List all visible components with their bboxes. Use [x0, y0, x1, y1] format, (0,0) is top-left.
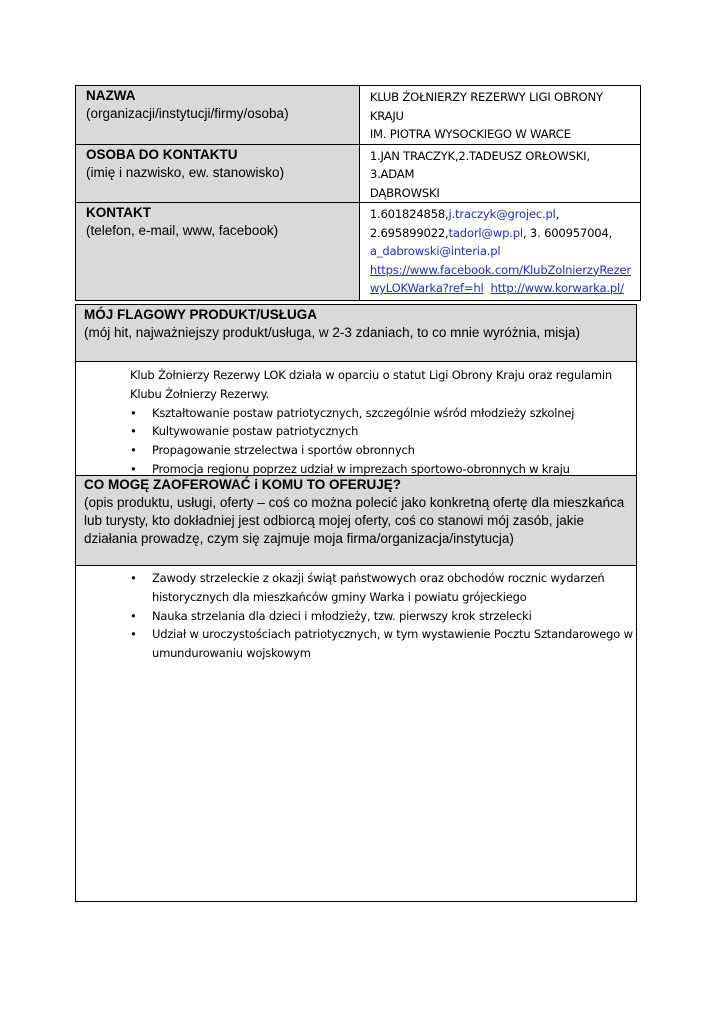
- label-sub-contact-person: (imię i nazwisko, ew. stanowisko): [86, 164, 285, 180]
- label-cell-contact: [76, 203, 360, 301]
- list-item: [130, 625, 636, 663]
- offer-title: CO MOGĘ ZAOFEROWAĆ i KOMU TO OFERUJĘ?: [84, 477, 402, 492]
- intro-line: Klubu Żołnierzy Rezerwy.: [130, 386, 270, 401]
- list-item-text: historycznych dla mieszkańców gminy Warka i powiatu grójeckiego: [152, 589, 527, 604]
- bullet-icon: •: [130, 608, 137, 623]
- phone-2: 2.695899022,: [369, 225, 449, 240]
- contact-table: [75, 85, 641, 301]
- product-box: [75, 304, 637, 902]
- email-link-2[interactable]: tadorl@wp.pl: [448, 225, 523, 240]
- contact-line-3: [370, 242, 631, 261]
- bullet-icon: •: [130, 571, 137, 585]
- list-item: [130, 569, 636, 607]
- bullet-icon: •: [130, 627, 137, 642]
- flagship-bullet-list: [76, 404, 636, 479]
- contact-line-2: [370, 224, 631, 243]
- list-item: [130, 460, 636, 479]
- list-item: [130, 607, 636, 626]
- facebook-link-part-1[interactable]: https://www.facebook.com/KlubZolnierzyRezer: [369, 262, 631, 277]
- bullet-icon: •: [130, 443, 137, 458]
- label-title-name: NAZWA: [86, 88, 136, 103]
- flagship-intro: [76, 364, 636, 404]
- contact-line-4: [370, 261, 631, 280]
- list-item-text: Promocja regionu poprzez udział w imprezach sportowo-obronnych w kraju: [152, 461, 570, 476]
- website-link[interactable]: http://www.korwarka.pl/: [490, 281, 624, 295]
- offer-header: [76, 475, 636, 566]
- list-item: [130, 422, 636, 441]
- value-line: KLUB ŻOŁNIERZY REZERWY LIGI OBRONY KRAJU: [369, 90, 603, 123]
- offer-bullet-list: [76, 569, 636, 663]
- flagship-body: [76, 362, 636, 475]
- bullet-icon: •: [130, 405, 137, 420]
- intro-line: Klub Żołnierzy Rezerwy LOK działa w oparciu o statut Ligi Obrony Kraju oraz regulamin: [130, 368, 612, 382]
- separator: ,: [555, 207, 560, 221]
- list-item-text: Kształtowanie postaw patriotycznych, szczególnie wśród młodzieży szkolnej: [152, 405, 575, 420]
- label-sub-contact: (telefon, e-mail, www, facebook): [86, 223, 279, 238]
- table-row-contact: [76, 203, 641, 301]
- value-cell-contact-person: [359, 144, 640, 203]
- flagship-header: [76, 305, 636, 362]
- list-item: [130, 404, 636, 423]
- list-item-text: umundurowaniu wojskowym: [152, 646, 311, 661]
- list-item-text: Propagowanie strzelectwa i sportów obronnych: [152, 443, 415, 458]
- list-item-text: Nauka strzelania dla dzieci i młodzieży, tzw. pierwszy krok strzelecki: [152, 608, 532, 623]
- bullet-icon: •: [130, 424, 137, 439]
- label-cell-contact-person: [76, 144, 360, 203]
- bullet-icon: •: [130, 461, 137, 476]
- facebook-link-part-2[interactable]: wyLOKWarka?ref=hl: [369, 281, 484, 295]
- flagship-subtitle: (mój hit, najważniejszy produkt/usługa, w 2-3 zdaniach, to co mnie wyróżnia, misja): [84, 325, 580, 340]
- value-line: DĄBROWSKI: [369, 185, 440, 200]
- offer-desc-line: działania prowadzę, czym się zajmuje moja firma/organizacja/instytucja): [84, 531, 514, 546]
- flagship-title: MÓJ FLAGOWY PRODUKT/USŁUGA: [84, 307, 318, 322]
- phone-1: 1.601824858,: [369, 207, 449, 221]
- phone-3: , 3. 600957004,: [522, 225, 613, 240]
- list-item-text: Zawody strzeleckie z okazji świąt państwowych oraz obchodów rocznic wydarzeń: [152, 571, 605, 585]
- list-item-text: Udział w uroczystościach patriotycznych, w tym wystawienie Pocztu Sztandarowego w: [152, 627, 633, 642]
- table-row-name: [76, 86, 641, 145]
- list-item-text: Kultywowanie postaw patriotycznych: [152, 424, 359, 439]
- offer-desc-line: lub turysty, kto dokładniej jest odbiorcą mojej oferty, coś co stanowi mój zasób, jakie: [84, 513, 584, 528]
- value-line: 1.JAN TRACZYK,2.TADEUSZ ORŁOWSKI, 3.ADAM: [369, 148, 590, 181]
- offer-desc-line: (opis produktu, usługi, oferty – coś co można polecić jako konkretną ofertę dla mieszkańca: [84, 495, 625, 510]
- label-cell-name: [76, 86, 360, 145]
- email-link-3[interactable]: a_dabrowski@interia.pl: [369, 244, 501, 258]
- contact-line-5: [370, 279, 631, 298]
- offer-body: [76, 566, 636, 663]
- value-line: IM. PIOTRA WYSOCKIEGO W WARCE: [369, 127, 571, 141]
- value-cell-name: [359, 86, 640, 145]
- list-item: [130, 441, 636, 460]
- email-link-1[interactable]: j.traczyk@grojec.pl: [448, 207, 556, 221]
- contact-line-1: [370, 205, 631, 224]
- value-cell-contact: [359, 203, 640, 301]
- label-sub-name: (organizacji/instytucji/firmy/osoba): [86, 106, 289, 121]
- table-row-contact-person: [76, 144, 641, 203]
- label-title-contact: KONTAKT: [86, 205, 151, 220]
- label-title-contact-person: OSOBA DO KONTAKTU: [86, 146, 238, 162]
